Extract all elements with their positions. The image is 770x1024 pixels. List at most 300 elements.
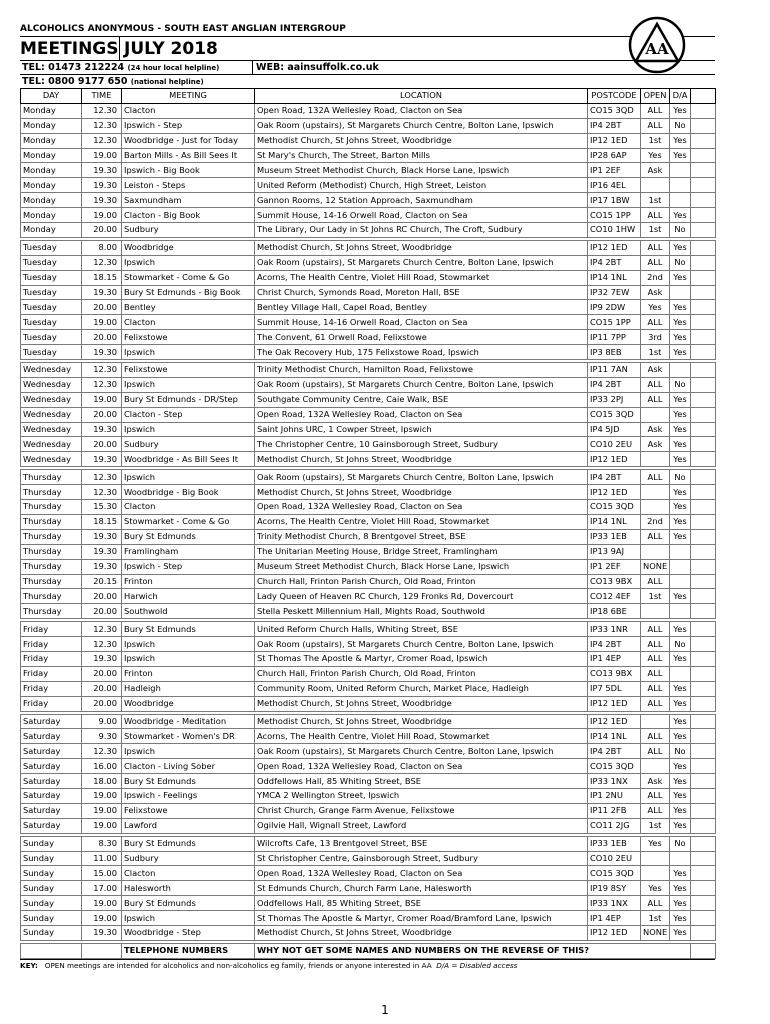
cell-day: Saturday	[21, 818, 82, 833]
cell-day: Tuesday	[21, 285, 82, 300]
cell-postcode: IP11 2FB	[588, 803, 641, 818]
col-day: DAY	[21, 89, 82, 104]
cell-day: Thursday	[21, 604, 82, 619]
key-text: OPEN meetings are intended for alcoholics and non-alcoholics eg family, friends or anyone interested in AA	[44, 960, 432, 970]
cell-meeting: Clacton - Big Book	[122, 208, 255, 223]
cell-postcode: IP14 1NL	[588, 729, 641, 744]
cell-time: 20.00	[82, 604, 122, 619]
cell-blank	[691, 529, 716, 544]
cell-day: Saturday	[21, 774, 82, 789]
cell-blank	[691, 148, 716, 163]
cell-da: Yes	[670, 529, 691, 544]
cell-time: 12.30	[82, 133, 122, 148]
cell-postcode: CO15 1PP	[588, 208, 641, 223]
cell-blank	[691, 363, 716, 378]
cell-postcode: IP28 6AP	[588, 148, 641, 163]
key-legend	[20, 959, 715, 971]
cell-postcode: IP1 2EF	[588, 559, 641, 574]
cell-location: United Reform Church Halls, Whiting Street, BSE	[255, 622, 588, 637]
cell-meeting: Bury St Edmunds	[122, 896, 255, 911]
cell-blank	[691, 881, 716, 896]
cell-da: Yes	[670, 681, 691, 696]
cell-blank	[691, 559, 716, 574]
cell-meeting: Woodbridge - Meditation	[122, 714, 255, 729]
cell-location: Christ Church, Symonds Road, Moreton Hall, BSE	[255, 285, 588, 300]
cell-time: 18.15	[82, 270, 122, 285]
cell-day: Thursday	[21, 589, 82, 604]
meeting-row	[21, 529, 716, 544]
cell-da: No	[670, 744, 691, 759]
cell-day: Friday	[21, 637, 82, 652]
cell-meeting: Ipswich - Big Book	[122, 163, 255, 178]
svg-text:AA: AA	[645, 40, 669, 58]
meeting-row	[21, 666, 716, 681]
cell-day: Wednesday	[21, 407, 82, 422]
cell-blank	[691, 103, 716, 118]
cell-da: Yes	[670, 651, 691, 666]
cell-postcode: IP4 2BT	[588, 377, 641, 392]
cell-time: 19.30	[82, 178, 122, 193]
cell-open	[641, 544, 670, 559]
cell-time: 19.00	[82, 148, 122, 163]
cell-day: Wednesday	[21, 363, 82, 378]
cell-day: Sunday	[21, 911, 82, 926]
cell-postcode: CO15 3QD	[588, 866, 641, 881]
cell-open: 1st	[641, 345, 670, 360]
cell-meeting: Southwold	[122, 604, 255, 619]
meeting-row	[21, 514, 716, 529]
cell-postcode: CO12 4EF	[588, 589, 641, 604]
cell-da	[670, 666, 691, 681]
cell-da: Yes	[670, 803, 691, 818]
cell-da: Yes	[670, 622, 691, 637]
cell-location: Summit House, 14-16 Orwell Road, Clacton on Sea	[255, 208, 588, 223]
cell-time: 12.30	[82, 118, 122, 133]
meeting-row	[21, 681, 716, 696]
meeting-row	[21, 223, 716, 238]
cell-location: Trinity Methodist Church, Hamilton Road, Felixstowe	[255, 363, 588, 378]
cell-postcode: IP33 1NX	[588, 774, 641, 789]
cell-open	[641, 500, 670, 515]
meetings-sheet	[20, 22, 715, 971]
cell-da: Yes	[670, 133, 691, 148]
meeting-row	[21, 345, 716, 360]
cell-day: Monday	[21, 148, 82, 163]
cell-meeting: Saxmundham	[122, 193, 255, 208]
cell-open: ALL	[641, 392, 670, 407]
cell-day: Friday	[21, 651, 82, 666]
cell-blank	[691, 729, 716, 744]
cell-open: Ask	[641, 422, 670, 437]
cell-location: Museum Street Methodist Church, Black Horse Lane, Ipswich	[255, 559, 588, 574]
cell-open: 3rd	[641, 330, 670, 345]
cell-postcode: IP1 2EF	[588, 163, 641, 178]
cell-open: Yes	[641, 148, 670, 163]
meeting-row	[21, 774, 716, 789]
cell-blank	[691, 330, 716, 345]
cell-postcode: IP11 7PP	[588, 330, 641, 345]
cell-day: Monday	[21, 208, 82, 223]
cell-da	[670, 851, 691, 866]
meeting-row	[21, 133, 716, 148]
cell-time: 20.00	[82, 696, 122, 711]
cell-open: Ask	[641, 363, 670, 378]
cell-location: Saint Johns URC, 1 Cowper Street, Ipswich	[255, 422, 588, 437]
meeting-row	[21, 178, 716, 193]
cell-blank	[691, 803, 716, 818]
meeting-row	[21, 851, 716, 866]
cell-open	[641, 604, 670, 619]
col-blank	[691, 89, 716, 104]
cell-day: Thursday	[21, 559, 82, 574]
cell-location: Community Room, United Reform Church, Market Place, Hadleigh	[255, 681, 588, 696]
cell-meeting: Ipswich - Feelings	[122, 788, 255, 803]
meeting-row	[21, 470, 716, 485]
cell-postcode: IP12 1ED	[588, 714, 641, 729]
cell-meeting: Woodbridge - Just for Today	[122, 133, 255, 148]
cell-postcode: IP33 1EB	[588, 836, 641, 851]
cell-location: Methodist Church, St Johns Street, Woodbridge	[255, 240, 588, 255]
cell-location: United Reform (Methodist) Church, High Street, Leiston	[255, 178, 588, 193]
cell-postcode: CO15 3QD	[588, 103, 641, 118]
cell-meeting: Clacton	[122, 103, 255, 118]
cell-da: Yes	[670, 392, 691, 407]
cell-open: 1st	[641, 911, 670, 926]
meetings-table	[20, 88, 716, 959]
cell-postcode: IP4 2BT	[588, 470, 641, 485]
cell-da	[670, 193, 691, 208]
cell-location: Stella Peskett Millennium Hall, Mights Road, Southwold	[255, 604, 588, 619]
cell-meeting: Lawford	[122, 818, 255, 833]
cell-open	[641, 851, 670, 866]
cell-da: Yes	[670, 422, 691, 437]
cell-open: ALL	[641, 574, 670, 589]
cell-postcode: CO15 1PP	[588, 315, 641, 330]
cell-day: Thursday	[21, 470, 82, 485]
meeting-row	[21, 729, 716, 744]
cell-blank	[691, 836, 716, 851]
cell-day: Wednesday	[21, 422, 82, 437]
cell-location: The Library, Our Lady in St Johns RC Church, The Croft, Sudbury	[255, 223, 588, 238]
cell-day: Tuesday	[21, 270, 82, 285]
cell-location: St Thomas The Apostle & Martyr, Cromer Road/Bramford Lane, Ipswich	[255, 911, 588, 926]
cell-meeting: Clacton	[122, 500, 255, 515]
cell-meeting: Ipswich	[122, 345, 255, 360]
meeting-row	[21, 500, 716, 515]
cell-postcode: IP18 6BE	[588, 604, 641, 619]
cell-meeting: Bury St Edmunds	[122, 836, 255, 851]
cell-location: Open Road, 132A Wellesley Road, Clacton on Sea	[255, 500, 588, 515]
meeting-row	[21, 637, 716, 652]
cell-location: Oddfellows Hall, 85 Whiting Street, BSE	[255, 896, 588, 911]
cell-open: ALL	[641, 622, 670, 637]
cell-time: 12.30	[82, 363, 122, 378]
cell-open: Ask	[641, 163, 670, 178]
cell-postcode: CO15 3QD	[588, 407, 641, 422]
meeting-row	[21, 651, 716, 666]
cell-meeting: Bury St Edmunds	[122, 622, 255, 637]
cell-location: St Thomas The Apostle & Martyr, Cromer Road, Ipswich	[255, 651, 588, 666]
cell-day: Monday	[21, 133, 82, 148]
cell-postcode: IP16 4EL	[588, 178, 641, 193]
cell-meeting: Harwich	[122, 589, 255, 604]
meeting-row	[21, 911, 716, 926]
cell-time: 20.00	[82, 330, 122, 345]
cell-location: Ogilvie Hall, Wignall Street, Lawford	[255, 818, 588, 833]
meeting-row	[21, 285, 716, 300]
meeting-row	[21, 759, 716, 774]
cell-meeting: Clacton - Living Sober	[122, 759, 255, 774]
cell-blank	[691, 500, 716, 515]
page-number: 1	[381, 1003, 389, 1017]
cell-location: St Edmunds Church, Church Farm Lane, Halesworth	[255, 881, 588, 896]
cell-meeting: Bury St Edmunds - Big Book	[122, 285, 255, 300]
cell-da	[670, 285, 691, 300]
telephone-numbers-label: TELEPHONE NUMBERS	[122, 943, 255, 958]
cell-da: Yes	[670, 500, 691, 515]
cell-location: Church Hall, Frinton Parish Church, Old Road, Frinton	[255, 666, 588, 681]
cell-meeting: Clacton - Step	[122, 407, 255, 422]
cell-day: Sunday	[21, 881, 82, 896]
cell-postcode: IP33 2PJ	[588, 392, 641, 407]
cell-blank	[691, 744, 716, 759]
cell-time: 12.30	[82, 255, 122, 270]
meeting-row	[21, 881, 716, 896]
meeting-row	[21, 300, 716, 315]
local-helpline-row	[20, 60, 715, 74]
col-location: LOCATION	[255, 89, 588, 104]
meeting-row	[21, 208, 716, 223]
col-open: OPEN	[641, 89, 670, 104]
cell-postcode: IP13 9AJ	[588, 544, 641, 559]
cell-location: Trinity Methodist Church, 8 Brentgovel Street, BSE	[255, 529, 588, 544]
website: WEB: aainsuffolk.co.uk	[256, 62, 379, 73]
cell-location: St Mary's Church, The Street, Barton Mills	[255, 148, 588, 163]
cell-meeting: Stowmarket - Come & Go	[122, 514, 255, 529]
cell-blank	[691, 193, 716, 208]
cell-time: 19.00	[82, 788, 122, 803]
cell-meeting: Clacton	[122, 866, 255, 881]
col-meeting: MEETING	[122, 89, 255, 104]
cell-blank	[691, 637, 716, 652]
cell-open: 2nd	[641, 270, 670, 285]
cell-location: Open Road, 132A Wellesley Road, Clacton on Sea	[255, 866, 588, 881]
cell-blank	[691, 300, 716, 315]
cell-day: Saturday	[21, 788, 82, 803]
cell-time: 19.00	[82, 896, 122, 911]
cell-location: Summit House, 14-16 Orwell Road, Clacton on Sea	[255, 315, 588, 330]
cell-location: Open Road, 132A Wellesley Road, Clacton on Sea	[255, 407, 588, 422]
col-postcode: POSTCODE	[588, 89, 641, 104]
cell-postcode: IP4 2BT	[588, 744, 641, 759]
cell-da: Yes	[670, 911, 691, 926]
cell-open: Ask	[641, 285, 670, 300]
cell-postcode: IP11 7AN	[588, 363, 641, 378]
cell-time: 20.00	[82, 666, 122, 681]
cell-time: 9.00	[82, 714, 122, 729]
meeting-row	[21, 377, 716, 392]
cell-time: 12.30	[82, 470, 122, 485]
cell-location: Methodist Church, St Johns Street, Woodbridge	[255, 925, 588, 940]
cell-meeting: Leiston - Steps	[122, 178, 255, 193]
cell-meeting: Felixstowe	[122, 363, 255, 378]
cell-da: No	[670, 223, 691, 238]
cell-day: Monday	[21, 193, 82, 208]
meeting-row	[21, 836, 716, 851]
cell-postcode: CO10 2EU	[588, 851, 641, 866]
col-time: TIME	[82, 89, 122, 104]
cell-location: Church Hall, Frinton Parish Church, Old Road, Frinton	[255, 574, 588, 589]
cell-day: Saturday	[21, 803, 82, 818]
names-numbers-note: WHY NOT GET SOME NAMES AND NUMBERS ON THE REVERSE OF THIS?	[255, 943, 691, 958]
cell-blank	[691, 315, 716, 330]
meeting-row	[21, 896, 716, 911]
meeting-row	[21, 422, 716, 437]
cell-meeting: Woodbridge	[122, 240, 255, 255]
cell-day: Monday	[21, 178, 82, 193]
cell-postcode: IP33 1NX	[588, 896, 641, 911]
cell-postcode: IP1 4EP	[588, 911, 641, 926]
cell-day: Wednesday	[21, 437, 82, 452]
cell-open: ALL	[641, 729, 670, 744]
cell-postcode: IP3 8EB	[588, 345, 641, 360]
cell-open: Ask	[641, 774, 670, 789]
cell-da: Yes	[670, 437, 691, 452]
cell-location: Methodist Church, St Johns Street, Woodbridge	[255, 714, 588, 729]
cell-open: 1st	[641, 818, 670, 833]
meeting-row	[21, 622, 716, 637]
cell-location: Acorns, The Health Centre, Violet Hill Road, Stowmarket	[255, 729, 588, 744]
cell-location: Methodist Church, St Johns Street, Woodbridge	[255, 696, 588, 711]
cell-da: Yes	[670, 148, 691, 163]
cell-meeting: Felixstowe	[122, 803, 255, 818]
col-da: D/A	[670, 89, 691, 104]
cell-location: Methodist Church, St Johns Street, Woodbridge	[255, 452, 588, 467]
cell-postcode: IP1 4EP	[588, 651, 641, 666]
cell-postcode: IP33 1NR	[588, 622, 641, 637]
cell-time: 19.30	[82, 345, 122, 360]
cell-blank	[691, 666, 716, 681]
cell-meeting: Ipswich	[122, 377, 255, 392]
cell-da: Yes	[670, 330, 691, 345]
cell-postcode: IP12 1ED	[588, 696, 641, 711]
cell-time: 16.00	[82, 759, 122, 774]
cell-day: Saturday	[21, 744, 82, 759]
national-helpline-row	[20, 74, 715, 88]
cell-blank	[691, 133, 716, 148]
tel1-label: TEL:	[22, 62, 45, 73]
cell-da	[670, 363, 691, 378]
cell-meeting: Bury St Edmunds	[122, 529, 255, 544]
cell-postcode: CO13 9BX	[588, 666, 641, 681]
cell-time: 17.00	[82, 881, 122, 896]
cell-blank	[691, 437, 716, 452]
cell-meeting: Bury St Edmunds	[122, 774, 255, 789]
meeting-row	[21, 330, 716, 345]
meeting-row	[21, 363, 716, 378]
cell-location: St Christopher Centre, Gainsborough Street, Sudbury	[255, 851, 588, 866]
cell-time: 19.30	[82, 559, 122, 574]
meeting-row	[21, 604, 716, 619]
cell-blank	[691, 345, 716, 360]
cell-location: Gannon Rooms, 12 Station Approach, Saxmundham	[255, 193, 588, 208]
cell-blank	[691, 544, 716, 559]
cell-blank	[691, 270, 716, 285]
cell-time: 12.30	[82, 622, 122, 637]
meeting-row	[21, 714, 716, 729]
cell-meeting: Barton Mills - As Bill Sees It	[122, 148, 255, 163]
cell-open: ALL	[641, 377, 670, 392]
cell-postcode: CO10 1HW	[588, 223, 641, 238]
cell-day: Saturday	[21, 714, 82, 729]
cell-open: 2nd	[641, 514, 670, 529]
cell-location: Methodist Church, St Johns Street, Woodbridge	[255, 133, 588, 148]
cell-postcode: IP4 2BT	[588, 255, 641, 270]
cell-postcode: CO11 2JG	[588, 818, 641, 833]
cell-day: Friday	[21, 696, 82, 711]
cell-blank	[691, 407, 716, 422]
cell-da: Yes	[670, 270, 691, 285]
meeting-row	[21, 255, 716, 270]
meeting-row	[21, 574, 716, 589]
cell-da: Yes	[670, 759, 691, 774]
title-meetings: MEETINGS	[20, 39, 119, 59]
cell-location: Southgate Community Centre, Caie Walk, BSE	[255, 392, 588, 407]
cell-blank	[691, 240, 716, 255]
cell-day: Tuesday	[21, 345, 82, 360]
cell-time: 12.30	[82, 485, 122, 500]
cell-open: ALL	[641, 255, 670, 270]
cell-meeting: Framlingham	[122, 544, 255, 559]
cell-postcode: IP1 2NU	[588, 788, 641, 803]
cell-da	[670, 544, 691, 559]
cell-postcode: IP7 5DL	[588, 681, 641, 696]
cell-location: Oak Room (upstairs), St Margarets Church Centre, Bolton Lane, Ipswich	[255, 744, 588, 759]
cell-time: 20.00	[82, 437, 122, 452]
cell-open	[641, 452, 670, 467]
cell-time: 12.30	[82, 377, 122, 392]
cell-meeting: Hadleigh	[122, 681, 255, 696]
header-row	[21, 89, 716, 104]
cell-blank	[691, 255, 716, 270]
cell-postcode: IP9 2DW	[588, 300, 641, 315]
cell-meeting: Stowmarket - Women's DR	[122, 729, 255, 744]
cell-da: No	[670, 255, 691, 270]
cell-blank	[691, 788, 716, 803]
cell-location: Bentley Village Hall, Capel Road, Bentley	[255, 300, 588, 315]
cell-open: ALL	[641, 470, 670, 485]
page-title	[20, 36, 715, 60]
cell-open: ALL	[641, 651, 670, 666]
cell-meeting: Clacton	[122, 315, 255, 330]
cell-blank	[691, 866, 716, 881]
cell-time: 20.00	[82, 300, 122, 315]
cell-time: 20.00	[82, 589, 122, 604]
meeting-row	[21, 696, 716, 711]
cell-location: Oak Room (upstairs), St Margarets Church Centre, Bolton Lane, Ipswich	[255, 377, 588, 392]
org-name: ALCOHOLICS ANONYMOUS - SOUTH EAST ANGLIAN INTERGROUP	[20, 24, 346, 34]
cell-day: Monday	[21, 223, 82, 238]
cell-open: ALL	[641, 118, 670, 133]
key-label: KEY:	[20, 960, 38, 970]
cell-day: Thursday	[21, 529, 82, 544]
tel2-number: 0800 9177 650	[48, 76, 128, 87]
cell-time: 18.15	[82, 514, 122, 529]
cell-open: ALL	[641, 896, 670, 911]
cell-blank	[691, 589, 716, 604]
cell-da: Yes	[670, 896, 691, 911]
cell-location: Oak Room (upstairs), St Margarets Church Centre, Bolton Lane, Ipswich	[255, 118, 588, 133]
